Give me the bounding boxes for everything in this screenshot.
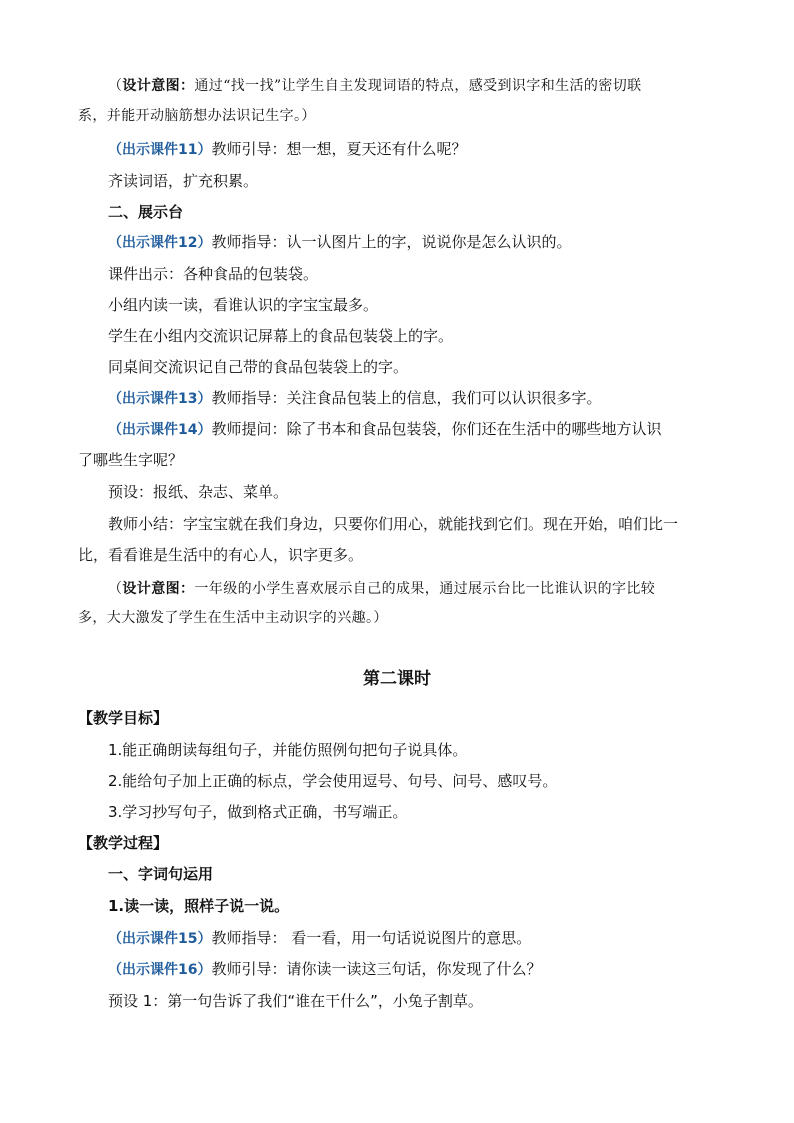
heading-text: 1.读一读，照样子说一说。 [108, 897, 290, 915]
paragraph-courseware-12 [108, 232, 718, 253]
paragraph-group-exchange [108, 326, 718, 346]
paren-open: （ [108, 78, 123, 94]
heading-text: 【教学过程】 [78, 834, 169, 852]
paragraph-text: 教师提问：除了书本和食品包装袋，你们还在生活中的哪些地方认识 [211, 420, 662, 438]
goal-item [108, 771, 718, 791]
paragraph-read-words [108, 171, 718, 191]
intent-text: 一年级的小学生喜欢展示自己的成果，通过展示台比一比谁认识的字比较 [194, 581, 656, 597]
paragraph-teacher-summary [108, 514, 718, 534]
paragraph-courseware-14-cont [78, 450, 718, 470]
paragraph-text: 同桌间交流识记自己带的食品包装袋上的字。 [108, 358, 409, 376]
intent-label: 设计意图： [122, 78, 195, 94]
courseware-cue: （出示课件14） [108, 422, 212, 438]
lesson-title: 第二课时 [363, 669, 431, 689]
paragraph-text: 教师指导：认一认图片上的字，说说你是怎么认识的。 [211, 233, 572, 251]
process-heading [78, 833, 718, 853]
design-intent-paragraph-1-cont [78, 106, 718, 126]
courseware-cue: （出示课件12） [108, 235, 212, 251]
section-heading-words-sentences [108, 864, 718, 884]
design-intent-paragraph-2 [108, 579, 718, 599]
goal-item [108, 802, 718, 822]
courseware-cue: （出示课件11） [108, 142, 212, 158]
intent-text: 多，大大激发了学生在生活中主动识字的兴趣。） [78, 610, 388, 626]
paragraph-group-read [108, 295, 718, 315]
paragraph-teacher-summary-cont [78, 545, 718, 565]
paragraph-text: 学生在小组内交流识记屏幕上的食品包装袋上的字。 [108, 327, 454, 345]
section-heading-showcase [108, 202, 718, 222]
paragraph-courseware-show [108, 264, 718, 284]
paragraph-preset-1 [108, 991, 718, 1011]
design-intent-paragraph-1 [108, 76, 718, 96]
intent-text: 系，并能开动脑筋想办法识记生字。） [78, 108, 316, 124]
intent-text: 通过“找一找”让学生自主发现词语的特点，感受到识字和生活的密切联 [194, 78, 642, 94]
paragraph-text: 教师引导：想一想，夏天还有什么呢？ [211, 140, 467, 158]
goal-item [108, 740, 718, 760]
paragraph-text: 小组内读一读，看谁认识的字宝宝最多。 [108, 296, 379, 314]
paragraph-text: 教师指导：关注食品包装上的信息，我们可以认识很多字。 [211, 389, 602, 407]
paragraph-deskmate-exchange [108, 357, 718, 377]
goal-text: 1.能正确朗读每组句子，并能仿照例句把句子说具体。 [108, 741, 468, 759]
design-intent-paragraph-2-cont [78, 608, 718, 628]
paren-open: （ [108, 581, 123, 597]
heading-text: 一、字词句运用 [108, 865, 214, 883]
paragraph-courseware-16 [108, 959, 718, 980]
goal-text: 3.学习抄写句子，做到格式正确，书写端正。 [108, 803, 408, 821]
intent-label: 设计意图： [122, 581, 195, 597]
paragraph-courseware-13 [108, 388, 718, 409]
subheading-read-and-say [108, 896, 718, 916]
paragraph-preset [108, 482, 718, 502]
paragraph-text: 课件出示：各种食品的包装袋。 [108, 265, 319, 283]
goal-text: 2.能给句子加上正确的标点，学会使用逗号、句号、问号、感叹号。 [108, 772, 558, 790]
courseware-cue: （出示课件15） [108, 931, 212, 947]
courseware-cue: （出示课件16） [108, 962, 212, 978]
paragraph-text: 预设 1：第一句告诉了我们“谁在干什么”，小兔子割草。 [108, 992, 483, 1010]
goals-heading [78, 708, 718, 728]
courseware-cue: （出示课件13） [108, 391, 212, 407]
paragraph-text: 教师小结：字宝宝就在我们身边，只要你们用心，就能找到它们。现在开始，咱们比一 [108, 515, 679, 533]
paragraph-courseware-15 [108, 928, 718, 949]
paragraph-text: 齐读词语，扩充积累。 [108, 172, 259, 190]
heading-text: 【教学目标】 [78, 709, 169, 727]
paragraph-text: 比，看看谁是生活中的有心人，识字更多。 [78, 546, 364, 564]
heading-text: 二、展示台 [108, 203, 184, 221]
paragraph-text: 了哪些生字呢？ [78, 451, 184, 469]
paragraph-courseware-14 [108, 419, 718, 440]
paragraph-text: 教师指导： 看一看，用一句话说说图片的意思。 [211, 929, 532, 947]
paragraph-courseware-11 [108, 139, 718, 160]
paragraph-text: 教师引导：请你读一读这三句话，你发现了什么？ [211, 960, 542, 978]
paragraph-text: 预设：报纸、杂志、菜单。 [108, 483, 289, 501]
